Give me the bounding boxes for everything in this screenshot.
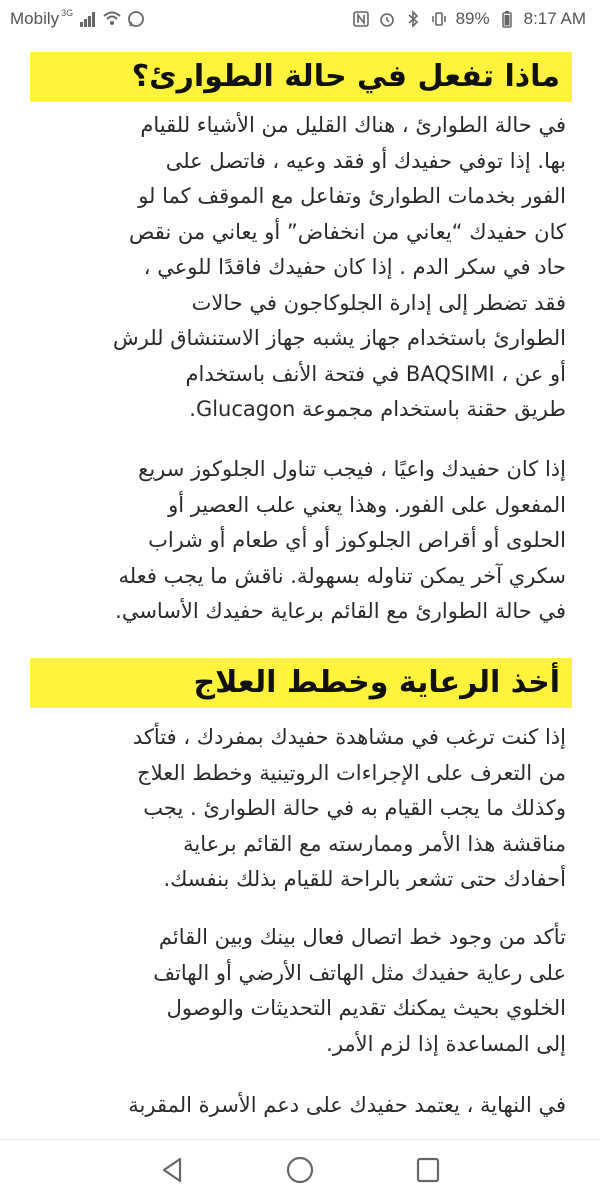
text-line: مناقشة هذا الأمر وممارسته مع القائم برعاية: [183, 831, 566, 856]
signal-icon: [79, 10, 97, 28]
text-line: بها. إذا توفي حفيدك أو فقد وعيه ، فاتصل على: [165, 148, 566, 173]
back-triangle-icon[interactable]: [156, 1155, 188, 1185]
text-line: سكري آخر يمكن تناوله بسهولة. ناقش ما يجب فعله: [118, 563, 566, 588]
nfc-icon: [352, 10, 370, 28]
wifi-icon: [103, 10, 121, 28]
text-line: في النهاية ، يعتمد حفيدك على دعم الأسرة المقربة: [128, 1093, 566, 1117]
paragraph-care-2: [30, 920, 566, 1062]
status-bar: [0, 0, 600, 40]
article-content[interactable]: [0, 40, 600, 1140]
text-line: طريق حقنة باستخدام مجموعة Glucagon.: [189, 397, 566, 421]
paragraph-emergency-1: [30, 108, 566, 428]
text-line: إذا كنت ترغب في مشاهدة حفيدك بمفردك ، فتأكد: [132, 725, 566, 749]
text-line: في حالة الطوارئ مع القائم برعاية حفيدك الأساسي.: [115, 599, 566, 623]
bluetooth-icon: [404, 10, 422, 28]
paragraph-care-1: [30, 720, 566, 898]
text-line: أو عن ، BAQSIMI في فتحة الأنف باستخدام: [185, 361, 566, 386]
text-line: كان حفيدك “يعاني من انخفاض” أو يعاني من نقص: [129, 219, 566, 244]
vibrate-icon: [430, 10, 448, 28]
paragraph-care-3: [30, 1088, 566, 1124]
text-line: أحفادك حتى تشعر بالراحة للقيام بذلك بنفسك.: [163, 867, 566, 891]
text-line: من التعرف على الإجراءات الروتينية وخطط العلاج: [137, 760, 566, 785]
network-type: 3G: [61, 8, 74, 18]
navigation-bar: [0, 1139, 600, 1200]
text-line: في حالة الطوارئ ، هناك القليل من الأشياء للقيام: [140, 113, 566, 137]
text-line: الفور بخدمات الطوارئ وتفاعل مع الموقف كما لو: [138, 184, 566, 208]
paragraph-emergency-2: [30, 452, 566, 630]
carrier-name: Mobily: [10, 9, 60, 28]
clock: 8:17 AM: [523, 9, 586, 28]
text-line-glucagon-link[interactable]: فقد تضطر إلى إدارة الجلوكاجون في حالات: [191, 290, 566, 315]
recents-square-icon[interactable]: [412, 1155, 444, 1185]
text-line: إلى المساعدة إذا لزم الأمر.: [326, 1031, 566, 1056]
whatsapp-icon: [127, 10, 145, 28]
text-line: الطوارئ باستخدام جهاز يشبه جهاز الاستنشاق للرش: [112, 326, 566, 350]
battery-percent: 89%: [455, 9, 490, 28]
section-heading-care-plans: أخذ الرعاية وخطط العلاج: [30, 658, 572, 708]
text-line: إذا كان حفيدك واعيًا ، فيجب تناول الجلوكوز سريع: [138, 457, 566, 481]
text-line: تأكد من وجود خط اتصال فعال بينك وبين القائم: [158, 925, 566, 949]
battery-icon: [498, 10, 516, 28]
section-heading-emergency: ماذا تفعل في حالة الطوارئ؟: [30, 52, 572, 102]
text-line: حاد في سكر الدم . إذا كان حفيدك فاقدًا للوعي ،: [143, 255, 566, 279]
text-line: وكذلك ما يجب القيام به في حالة الطوارئ . يجب: [143, 796, 566, 820]
text-line: على رعاية حفيدك مثل الهاتف الأرضي أو الهاتف: [153, 960, 566, 985]
text-line: الخلوي بحيث يمكنك تقديم التحديثات والوصول: [166, 996, 566, 1020]
text-line: المفعول على الفور. وهذا يعني علب العصير أو: [168, 492, 566, 517]
home-circle-icon[interactable]: [284, 1155, 316, 1185]
text-line: الحلوى أو أقراص الجلوكوز أو أي طعام أو شراب: [148, 528, 566, 552]
alarm-icon: [378, 10, 396, 28]
